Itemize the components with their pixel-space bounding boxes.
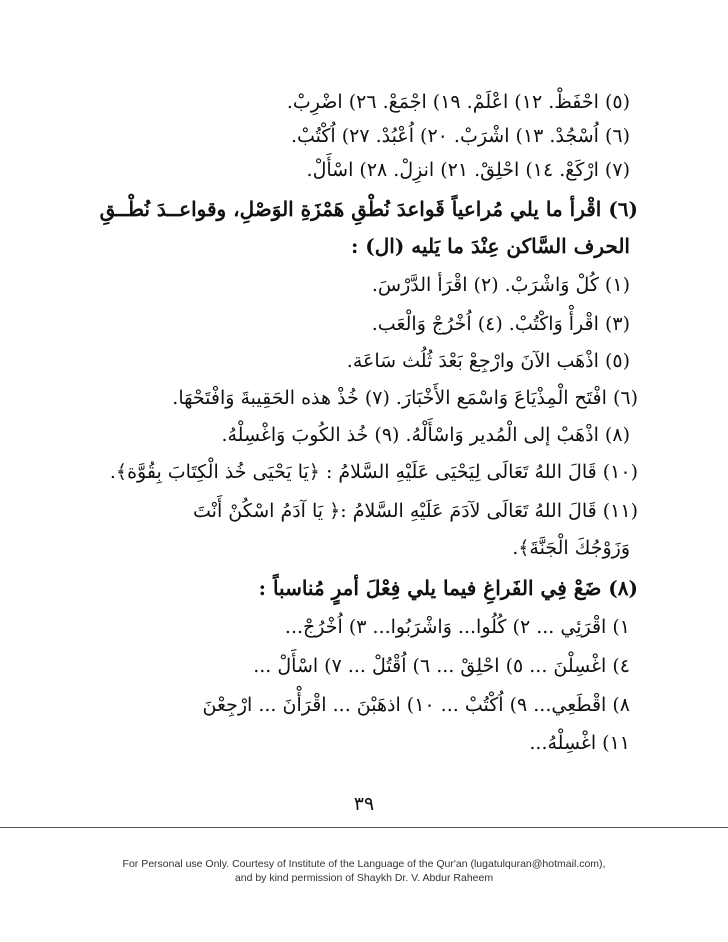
fill-blank-row-1: ١) اقْرَئِي ... ٢) كُلُوا... وَاشْرَبُوا... ٣) اُخْرُجْ... [284,616,630,638]
fill-blank-row-4: ١١) اغْسِلْهُ... [529,732,630,754]
sentence-1-2: (١) كُلْ وَاشْرَبْ. (٢) اقْرَأ الدَّرْسَ. [371,274,630,296]
page-number: ٣٩ [353,793,375,815]
footer-divider [0,827,728,828]
sentence-11: (١١) قَالَ اللهُ تَعَالَى لآدَمَ عَلَيْهِ السَّلامُ :﴿ يَا آدَمُ اسْكُنْ أَنْتَ [193,500,638,522]
section-6-heading-cont: الحرف السَّاكن عِنْدَ ما يَليه (ال) : [350,234,630,258]
sentence-8-9: (٨) اذْهَبْ إلى الْمُدير وَاسْأَلْهُ. (٩) خُذ الكُوبَ وَاغْسِلْهُ. [221,424,630,446]
sentence-10: (١٠) قَالَ اللهُ تَعَالَى لِيَحْيَى عَلَيْهِ السَّلامُ : ﴿يَا يَحْيَى خُذ الْكِتَابَ بِقُوَّة﴾. [109,461,638,483]
fill-blank-row-3: ٨) اقْطَعِي... ٩) اُكْتُبْ ... ١٠) اذهَبْنَ ... اقْرَأْنَ ... ارْجِعْنَ [202,694,630,716]
sentence-6-7: (٦) افْتَح الْمِذْيَاعَ وَاسْمَع الأَخْبَارَ. (٧) خُذْ هذه الحَقِيبةَ وَافْتَحْهَا. [172,387,638,409]
sentence-11-cont: وَزَوْجُكَ الْجَنَّةَ﴾. [512,537,630,559]
exercise-line-6: (٦) اُسْجُدْ. ١٣) اشْرَبْ. ٢٠) اُعْبُدْ. ٢٧) اُكْتُبْ. [290,125,630,147]
sentence-3-4: (٣) اقْرأْ وَاكْتُبْ. (٤) اُخْرُجْ وَالْعَب. [371,313,630,335]
exercise-line-5: (٥) احْفَظْ. ١٢) اعْلَمْ. ١٩) اجْمَعْ. ٢٦) اضْرِبْ. [286,91,630,113]
exercise-line-7: (٧) ارْكَعْ. ١٤) احْلِقْ. ٢١) انزِلْ. ٢٨) اسْأَلْ. [306,159,630,181]
footer-line-1: For Personal use Only. Courtesy of Institute of the Language of the Qur'an (lugatulquran@hotmail.com), [122,858,606,870]
footer-line-2: and by kind permission of Shaykh Dr. V. Abdur Raheem [234,872,494,884]
fill-blank-row-2: ٤) اغْسِلْنَ ... ٥) احْلِقْ ... ٦) اُقْتُلْ ... ٧) اسْأَلْ ... [253,655,630,677]
sentence-5: (٥) اذْهَب الآنَ وارْجِعْ بَعْدَ ثُلُث سَاعَة. [346,350,630,372]
section-8-heading: (٨) ضَعْ فِي الفَراغِ فيما يلي فِعْلَ أمرٍ مُناسباً : [258,576,638,600]
section-6-heading: (٦) اقْرأ ما يلي مُراعياً قَواعدَ نُطْقِ هَمْزَةِ الوَصْلِ، وقواعــدَ نُطْــقِ [99,197,638,221]
